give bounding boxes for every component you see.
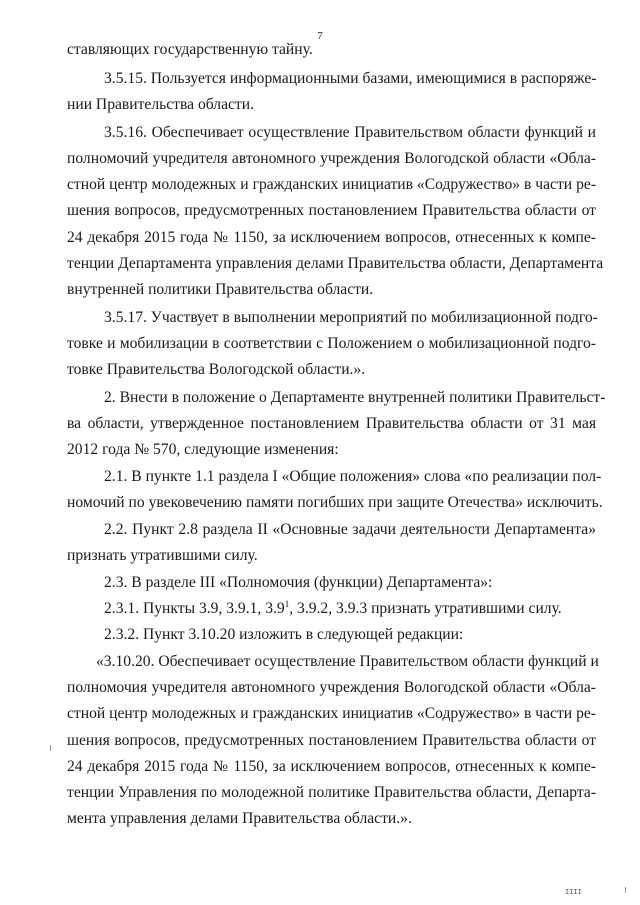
text-line: стной центр молодежных и гражданских инициатив «Содружество» в части ре-	[67, 176, 596, 193]
paragraph-2-line: 2. Внести в положение о Департаменте внутренней политики Правительст-	[104, 389, 606, 406]
text-fragment: , 3.9.2, 3.9.3 признать утратившими силу.	[289, 600, 562, 617]
superscript: 1	[284, 599, 290, 609]
text-line: тенции Управления по молодежной политике Правительства области, Департа-	[67, 784, 596, 801]
text-line: полномочий учредителя автономного учреждения Вологодской области «Обла-	[67, 150, 596, 167]
paragraph-2-3-line: 2.3. В разделе III «Полномочия (функции) Департамента»:	[104, 574, 493, 591]
paragraph-2-3-2-line: 2.3.2. Пункт 3.10.20 изложить в следующей редакции:	[104, 626, 464, 643]
text-line: внутренней политики Правительства области.	[67, 281, 374, 298]
text-line: шения вопросов, предусмотренных постановлением Правительства области от	[67, 202, 596, 219]
text-line: ставляющих государственную тайну.	[67, 41, 313, 58]
text-line: номочий по увековечению памяти погибших при защите Отечества» исключить.	[67, 494, 603, 511]
paragraph-3-5-16-line: 3.5.16. Обеспечивает осуществление Правительством области функций и	[104, 124, 596, 141]
text-fragment: 2.3.1. Пункты 3.9, 3.9.1, 3.9	[104, 600, 285, 617]
paragraph-2-2-line: 2.2. Пункт 2.8 раздела II «Основные задачи деятельности Департамента»	[104, 521, 596, 538]
text-line: полномочия учредителя автономного учреждения Вологодской области «Обла-	[67, 679, 596, 696]
text-line: стной центр молодежных и гражданских инициатив «Содружество» в части ре-	[67, 705, 596, 722]
paragraph-3-5-15-line: 3.5.15. Пользуется информационными базами, имеющимися в распоряже-	[104, 70, 597, 87]
scan-marker: IIII	[565, 888, 582, 896]
text-line: 24 декабря 2015 года № 1150, за исключением вопросов, отнесенных к компе-	[67, 758, 596, 775]
text-line: тенции Департамента управления делами Правительства области, Департамента	[67, 255, 604, 272]
text-line: товке Правительства Вологодской области.».	[67, 361, 366, 378]
scan-artifact	[625, 887, 626, 893]
text-line: мента управления делами Правительства области.».	[67, 810, 412, 827]
text-line: 2012 года № 570, следующие изменения:	[67, 441, 339, 458]
text-line: признать утратившими силу.	[67, 547, 258, 564]
text-line: ва области, утвержденное постановлением Правительства области от 31 мая	[67, 415, 596, 432]
text-line: 24 декабря 2015 года № 1150, за исключением вопросов, отнесенных к компе-	[67, 229, 596, 246]
scan-artifact	[50, 745, 51, 751]
text-line: товке и мобилизации в соответствии с Положением о мобилизационной подго-	[67, 335, 596, 352]
text-line: шения вопросов, предусмотренных постановлением Правительства области от	[67, 732, 596, 749]
paragraph-2-1-line: 2.1. В пункте 1.1 раздела I «Общие положения» слова «по реализации пол-	[104, 468, 602, 485]
page-number: 7	[317, 30, 323, 42]
paragraph-3-10-20-line: «3.10.20. Обеспечивает осуществление Правительством области функций и	[96, 653, 599, 670]
paragraph-2-3-1-line	[104, 599, 596, 619]
text-line: нии Правительства области.	[67, 96, 254, 113]
paragraph-3-5-17-line: 3.5.17. Участвует в выполнении мероприятий по мобилизационной подго-	[104, 309, 598, 326]
